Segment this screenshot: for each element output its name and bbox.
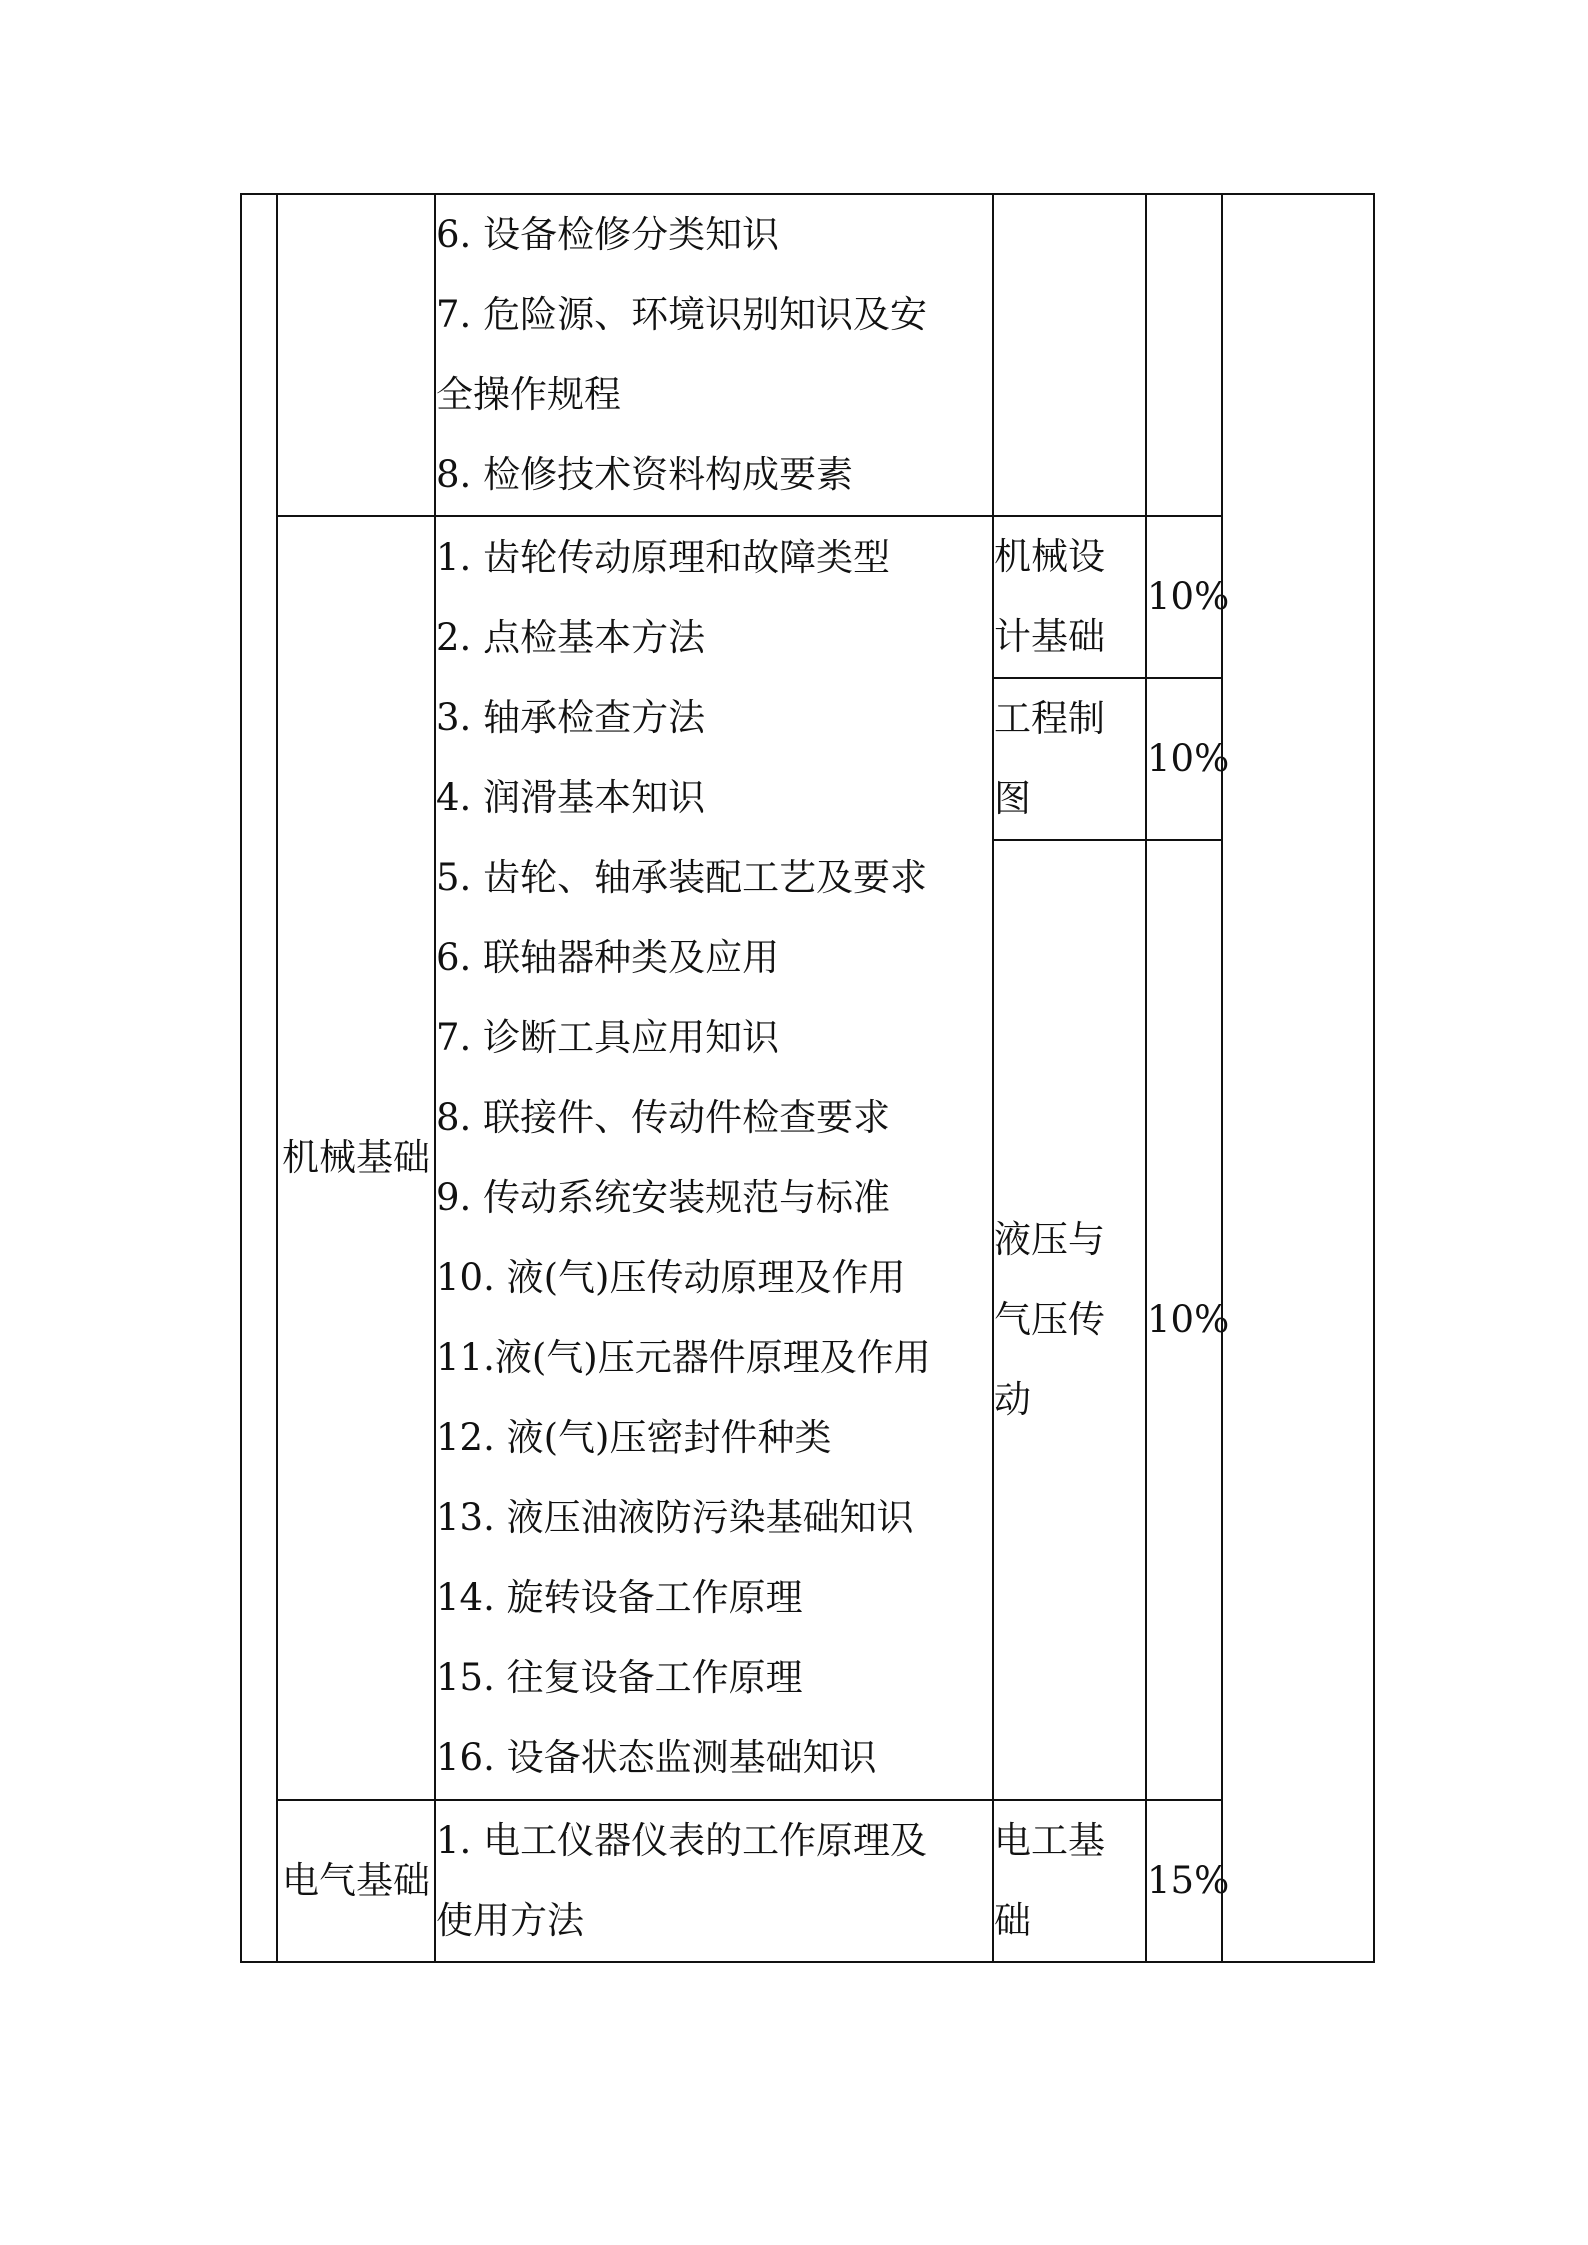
content-line: 16. 设备状态监测基础知识 bbox=[436, 1736, 877, 1779]
course-cell bbox=[993, 516, 1146, 678]
content-line: 7. 危险源、环境识别知识及安 bbox=[436, 293, 928, 336]
percent-cell: 10% bbox=[1146, 516, 1222, 678]
outer-column-cell bbox=[241, 194, 277, 1962]
course-line: 图 bbox=[994, 777, 1031, 820]
content-line: 6. 设备检修分类知识 bbox=[436, 213, 780, 256]
course-cell bbox=[993, 194, 1146, 516]
table-row bbox=[241, 516, 1374, 678]
remark-cell bbox=[1222, 194, 1374, 1962]
course-line: 计基础 bbox=[994, 615, 1105, 658]
course-line: 电工基 bbox=[994, 1819, 1105, 1862]
content-line: 4. 润滑基本知识 bbox=[436, 776, 706, 819]
syllabus-table bbox=[240, 193, 1375, 1963]
module-title: 电气基础 bbox=[282, 1859, 430, 1902]
percent-cell: 10% bbox=[1146, 678, 1222, 840]
module-title: 机械基础 bbox=[282, 1136, 430, 1179]
content-line: 10. 液(气)压传动原理及作用 bbox=[436, 1256, 906, 1299]
content-line: 11.液(气)压元器件原理及作用 bbox=[436, 1336, 931, 1379]
course-line: 工程制 bbox=[994, 697, 1105, 740]
module-cell bbox=[277, 516, 435, 1800]
percent-cell bbox=[1146, 194, 1222, 516]
percent-cell: 10% bbox=[1146, 840, 1222, 1800]
content-line: 15. 往复设备工作原理 bbox=[436, 1656, 803, 1699]
content-cell bbox=[435, 194, 993, 516]
content-line: 3. 轴承检查方法 bbox=[436, 696, 706, 739]
content-line: 5. 齿轮、轴承装配工艺及要求 bbox=[436, 856, 928, 899]
content-line: 6. 联轴器种类及应用 bbox=[436, 936, 780, 979]
content-cell bbox=[435, 516, 993, 1800]
table-row bbox=[241, 194, 1374, 516]
content-cell bbox=[435, 1800, 993, 1962]
course-line: 动 bbox=[994, 1378, 1031, 1421]
module-cell bbox=[277, 194, 435, 516]
course-line: 机械设 bbox=[994, 535, 1105, 578]
content-line: 14. 旋转设备工作原理 bbox=[436, 1576, 803, 1619]
content-line: 1. 电工仪器仪表的工作原理及 bbox=[436, 1819, 928, 1862]
course-cell bbox=[993, 1800, 1146, 1962]
course-cell bbox=[993, 840, 1146, 1800]
content-line: 13. 液压油液防污染基础知识 bbox=[436, 1496, 914, 1539]
content-line: 1. 齿轮传动原理和故障类型 bbox=[436, 536, 891, 579]
content-line: 全操作规程 bbox=[436, 373, 621, 416]
course-line: 液压与 bbox=[994, 1218, 1105, 1261]
table-row bbox=[241, 1800, 1374, 1962]
content-line: 8. 检修技术资料构成要素 bbox=[436, 453, 854, 496]
content-line: 2. 点检基本方法 bbox=[436, 616, 706, 659]
course-line: 气压传 bbox=[994, 1298, 1105, 1341]
content-line: 12. 液(气)压密封件种类 bbox=[436, 1416, 832, 1459]
content-line: 使用方法 bbox=[436, 1899, 584, 1942]
content-line: 8. 联接件、传动件检查要求 bbox=[436, 1096, 891, 1139]
course-cell bbox=[993, 678, 1146, 840]
content-line: 7. 诊断工具应用知识 bbox=[436, 1016, 780, 1059]
content-line: 9. 传动系统安装规范与标准 bbox=[436, 1176, 891, 1219]
percent-cell: 15% bbox=[1146, 1800, 1222, 1962]
module-cell bbox=[277, 1800, 435, 1962]
course-line: 础 bbox=[994, 1899, 1031, 1942]
